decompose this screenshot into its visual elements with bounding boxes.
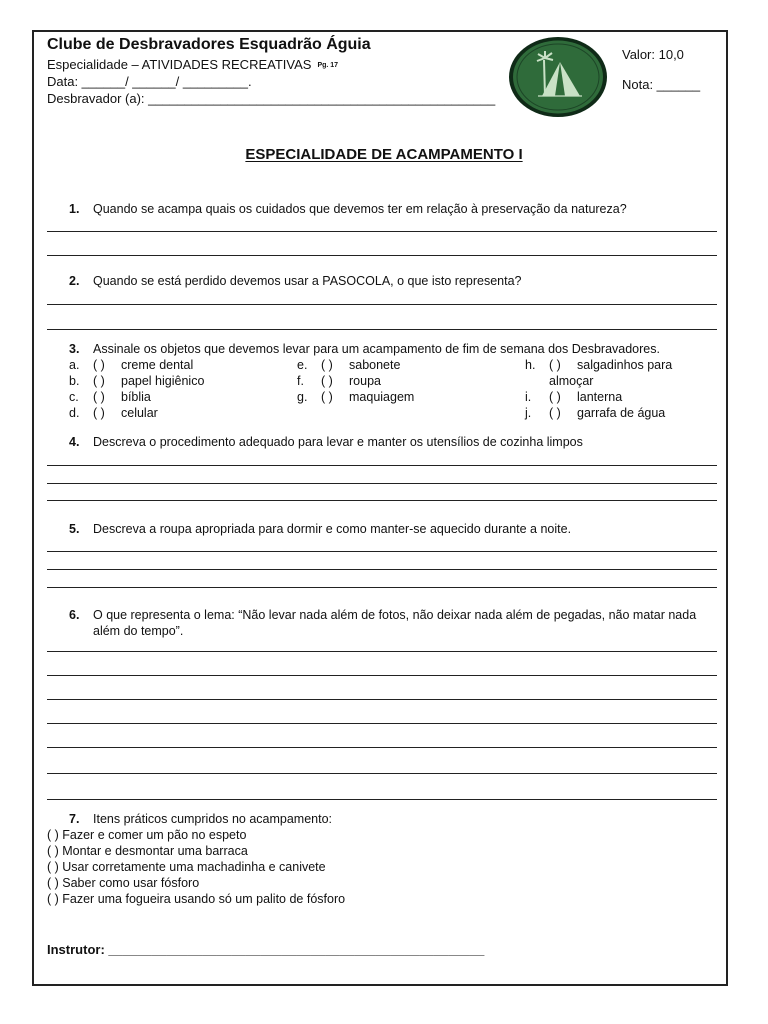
answer-line[interactable] bbox=[47, 255, 717, 256]
checkbox[interactable]: ( ) bbox=[321, 374, 333, 388]
q4-number: 4. bbox=[69, 435, 80, 449]
q2-number: 2. bbox=[69, 274, 80, 288]
option-label: celular bbox=[121, 406, 158, 420]
practical-item[interactable]: ( ) Saber como usar fósforo bbox=[47, 876, 200, 890]
q5-number: 5. bbox=[69, 522, 80, 536]
q6-text-line2: além do tempo”. bbox=[93, 624, 184, 638]
option-letter: j. bbox=[525, 406, 532, 420]
instructor-field[interactable]: Instrutor: ____________________________________________________ bbox=[47, 942, 485, 957]
checkbox[interactable]: ( ) bbox=[549, 406, 561, 420]
checkbox[interactable]: ( ) bbox=[93, 390, 105, 404]
option-letter: d. bbox=[69, 406, 80, 420]
answer-line[interactable] bbox=[47, 483, 717, 484]
practical-item[interactable]: ( ) Usar corretamente uma machadinha e canivete bbox=[47, 860, 326, 874]
checklist-item[interactable] bbox=[69, 390, 151, 404]
date-field[interactable]: Data: ______/ ______/ _________. bbox=[47, 74, 252, 89]
checkbox[interactable]: ( ) bbox=[93, 374, 105, 388]
specialty-badge-icon bbox=[508, 36, 608, 118]
checklist-item[interactable] bbox=[297, 374, 381, 388]
checklist-item[interactable] bbox=[69, 374, 204, 388]
club-name: Clube de Desbravadores Esquadrão Águia bbox=[47, 36, 371, 53]
answer-line[interactable] bbox=[47, 675, 717, 676]
option-letter: b. bbox=[69, 374, 80, 388]
checkbox[interactable]: ( ) bbox=[549, 390, 561, 404]
option-label-continued: almoçar bbox=[549, 374, 594, 388]
option-letter: f. bbox=[297, 374, 304, 388]
q2-text: Quando se está perdido devemos usar a PASOCOLA, o que isto representa? bbox=[93, 274, 522, 288]
q1-number: 1. bbox=[69, 202, 80, 216]
option-label: lanterna bbox=[577, 390, 623, 404]
option-letter: e. bbox=[297, 358, 308, 372]
answer-line[interactable] bbox=[47, 500, 717, 501]
practical-item[interactable]: ( ) Fazer uma fogueira usando só um palito de fósforo bbox=[47, 892, 346, 906]
q1-text: Quando se acampa quais os cuidados que devemos ter em relação à preservação da natureza? bbox=[93, 202, 627, 216]
grade-field[interactable]: Nota: ______ bbox=[622, 77, 701, 92]
checkbox[interactable]: ( ) bbox=[321, 358, 333, 372]
specialty-text: Especialidade – ATIVIDADES RECREATIVAS bbox=[47, 57, 312, 72]
explorer-name-field[interactable]: Desbravador (a): ________________________________________________ bbox=[47, 91, 496, 106]
option-label: roupa bbox=[349, 374, 381, 388]
specialty-line bbox=[47, 57, 338, 72]
q6-number: 6. bbox=[69, 608, 80, 622]
q5-text: Descreva a roupa apropriada para dormir e como manter-se aquecido durante a noite. bbox=[93, 522, 572, 536]
option-label: creme dental bbox=[121, 358, 194, 372]
q3-number: 3. bbox=[69, 342, 80, 356]
answer-line[interactable] bbox=[47, 699, 717, 700]
document-title: ESPECIALIDADE DE ACAMPAMENTO I bbox=[245, 146, 523, 163]
option-letter: a. bbox=[69, 358, 80, 372]
q3-text: Assinale os objetos que devemos levar para um acampamento de fim de semana dos Desbravadores. bbox=[93, 342, 660, 356]
checkbox[interactable]: ( ) bbox=[321, 390, 333, 404]
checklist-item[interactable] bbox=[297, 390, 414, 404]
checkbox[interactable]: ( ) bbox=[93, 406, 105, 420]
answer-line[interactable] bbox=[47, 465, 717, 466]
option-letter: g. bbox=[297, 390, 308, 404]
option-letter: h. bbox=[525, 358, 536, 372]
checklist-item[interactable] bbox=[69, 358, 193, 372]
checklist-item[interactable] bbox=[525, 390, 622, 404]
answer-line[interactable] bbox=[47, 587, 717, 588]
q6-text-line1: O que representa o lema: “Não levar nada além de fotos, não deixar nada além de pegadas, não matar nada bbox=[93, 608, 697, 622]
option-label: papel higiênico bbox=[121, 374, 205, 388]
checkbox[interactable]: ( ) bbox=[549, 358, 561, 372]
practical-item[interactable]: ( ) Fazer e comer um pão no espeto bbox=[47, 828, 247, 842]
answer-line[interactable] bbox=[47, 551, 717, 552]
practical-item[interactable]: ( ) Montar e desmontar uma barraca bbox=[47, 844, 248, 858]
q7-number: 7. bbox=[69, 812, 80, 826]
answer-line[interactable] bbox=[47, 799, 717, 800]
answer-line[interactable] bbox=[47, 651, 717, 652]
checklist-item[interactable] bbox=[525, 358, 672, 372]
page-border bbox=[32, 30, 728, 986]
answer-line[interactable] bbox=[47, 773, 717, 774]
answer-line[interactable] bbox=[47, 569, 717, 570]
checklist-item[interactable] bbox=[69, 406, 158, 420]
q4-text: Descreva o procedimento adequado para levar e manter os utensílios de cozinha limpos bbox=[93, 435, 583, 449]
score-value: Valor: 10,0 bbox=[622, 47, 684, 62]
answer-line[interactable] bbox=[47, 747, 717, 748]
checklist-item[interactable] bbox=[525, 406, 665, 420]
option-label: garrafa de água bbox=[577, 406, 666, 420]
option-label: bíblia bbox=[121, 390, 151, 404]
answer-line[interactable] bbox=[47, 304, 717, 305]
page-ref: Pg. 17 bbox=[317, 62, 339, 69]
option-label: salgadinhos para bbox=[577, 358, 673, 372]
answer-line[interactable] bbox=[47, 329, 717, 330]
option-label: maquiagem bbox=[349, 390, 415, 404]
checklist-item[interactable] bbox=[297, 358, 400, 372]
option-letter: i. bbox=[525, 390, 532, 404]
answer-line[interactable] bbox=[47, 723, 717, 724]
checkbox[interactable]: ( ) bbox=[93, 358, 105, 372]
option-letter: c. bbox=[69, 390, 79, 404]
option-label: sabonete bbox=[349, 358, 401, 372]
answer-line[interactable] bbox=[47, 231, 717, 232]
q7-text: Itens práticos cumpridos no acampamento: bbox=[93, 812, 333, 826]
